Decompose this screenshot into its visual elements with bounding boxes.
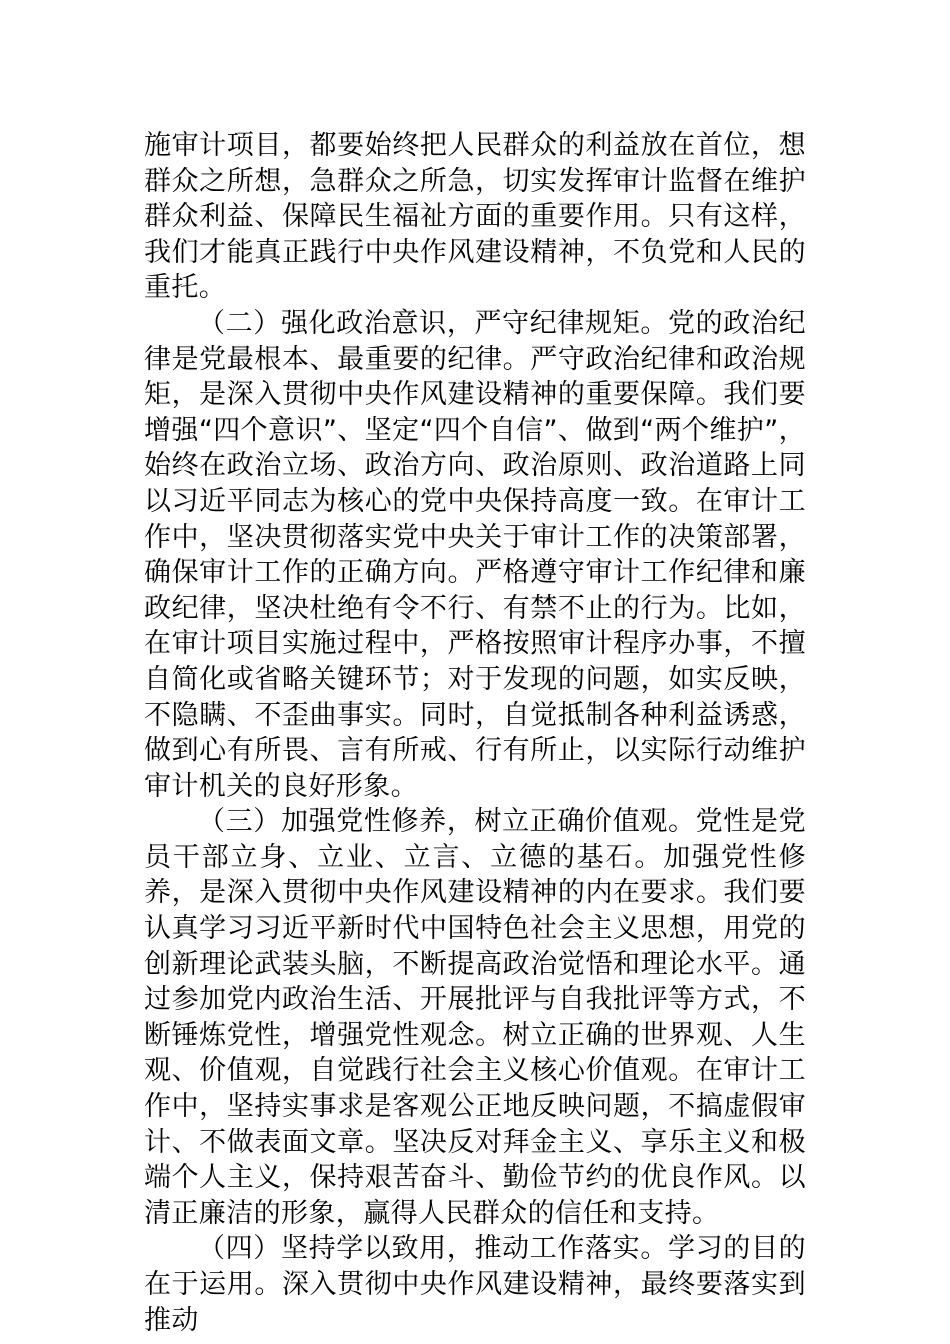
paragraph-continuation: 施审计项目，都要始终把人民群众的利益放在首位，想群众之所想，急群众之所急，切实发挥审计监督在维护群众利益、保障民生福祉方面的重要作用。只有这样，我们才能真正践行中央作风建设精神，不负党和人民的重托。 <box>144 130 806 304</box>
paragraph-section-2: （二）强化政治意识，严守纪律规矩。党的政治纪律是党最根本、最重要的纪律。严守政治纪律和政治规矩，是深入贯彻中央作风建设精神的重要保障。我们要增强“四个意识”、坚定“四个自信”、做到“两个维护”，始终在政治立场、政治方向、政治原则、政治道路上同以习近平同志为核心的党中央保持高度一致。在审计工作中，坚决贯彻落实党中央关于审计工作的决策部署，确保审计工作的正确方向。严格遵守审计工作纪律和廉政纪律，坚决杜绝有令不行、有禁不止的行为。比如，在审计项目实施过程中，严格按照审计程序办事，不擅自简化或省略关键环节；对于发现的问题，如实反映，不隐瞒、不歪曲事实。同时，自觉抵制各种利益诱惑，做到心有所畏、言有所戒、行有所止，以实际行动维护审计机关的良好形象。 <box>144 307 806 802</box>
paragraph-section-3: （三）加强党性修养，树立正确价值观。党性是党员干部立身、立业、立言、立德的基石。加强党性修养，是深入贯彻中央作风建设精神的内在要求。我们要认真学习习近平新时代中国特色社会主义思想，用党的创新理论武装头脑，不断提高政治觉悟和理论水平。通过参加党内政治生活、开展批评与自我批评等方式，不断锤炼党性，增强党性观念。树立正确的世界观、人生观、价值观，自觉践行社会主义核心价值观。在审计工作中，坚持实事求是客观公正地反映问题，不搞虚假审计、不做表面文章。坚决反对拜金主义、享乐主义和极端个人主义，保持艰苦奋斗、勤俭节约的优良作风。以清正廉洁的形象，赢得人民群众的信任和支持。 <box>144 806 806 1229</box>
document-page <box>144 128 806 1338</box>
paragraph-section-4: （四）坚持学以致用，推动工作落实。学习的目的在于运用。深入贯彻中央作风建设精神，最终要落实到推动 <box>144 1233 806 1336</box>
